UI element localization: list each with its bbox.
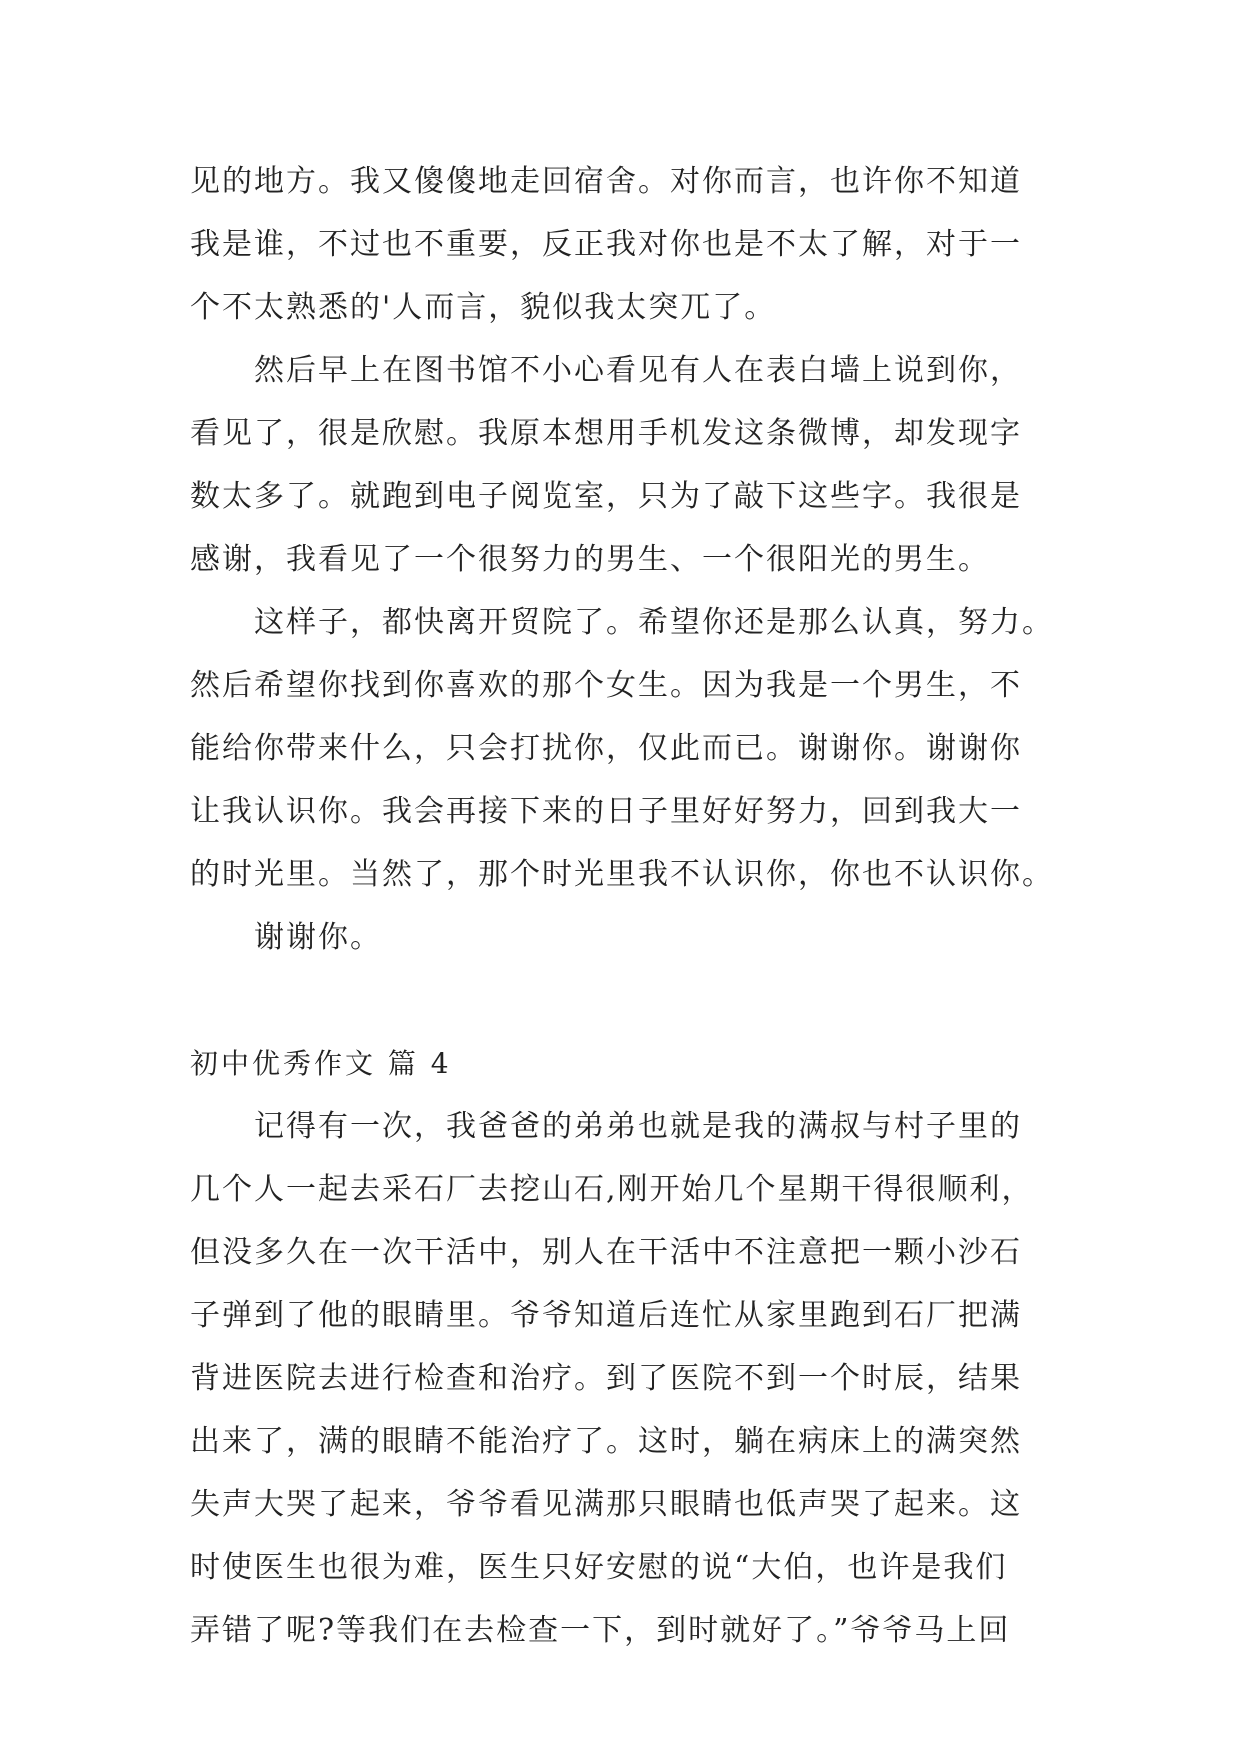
text-line: 出来了，满的眼睛不能治疗了。这时，躺在病床上的满突然 [190, 1424, 1022, 1459]
text-line: 这样子，都快离开贸院了。希望你还是那么认真，努力。 [190, 605, 1054, 640]
text-line: 看见了，很是欣慰。我原本想用手机发这条微博，却发现字 [190, 416, 1022, 451]
text-line: 弄错了呢?等我们在去检查一下，到时就好了。”爷爷马上回 [190, 1613, 1011, 1648]
text-line: 能给你带来什么，只会打扰你，仅此而已。谢谢你。谢谢你 [190, 731, 1022, 766]
text-line: 然后早上在图书馆不小心看见有人在表白墙上说到你， [190, 353, 1022, 388]
section-heading: 初中优秀作文 篇 4 [190, 1047, 452, 1080]
text-line: 失声大哭了起来，爷爷看见满那只眼睛也低声哭了起来。这 [190, 1487, 1022, 1522]
text-line: 见的地方。我又傻傻地走回宿舍。对你而言，也许你不知道 [190, 164, 1022, 199]
text-line: 数太多了。就跑到电子阅览室，只为了敲下这些字。我很是 [190, 479, 1022, 514]
text-line: 然后希望你找到你喜欢的那个女生。因为我是一个男生，不 [190, 668, 1022, 703]
text-line: 背进医院去进行检查和治疗。到了医院不到一个时辰，结果 [190, 1361, 1022, 1396]
text-line: 让我认识你。我会再接下来的日子里好好努力，回到我大一 [190, 794, 1022, 829]
text-line: 时使医生也很为难，医生只好安慰的说“大伯，也许是我们 [190, 1550, 1008, 1585]
text-line: 谢谢你。 [190, 920, 382, 955]
text-line: 子弹到了他的眼睛里。爷爷知道后连忙从家里跑到石厂把满 [190, 1298, 1022, 1333]
text-line: 但没多久在一次干活中，别人在干活中不注意把一颗小沙石 [190, 1235, 1022, 1270]
text-line: 记得有一次，我爸爸的弟弟也就是我的满叔与村子里的 [190, 1109, 1022, 1144]
text-line: 个不太熟悉的'人而言，貌似我太突兀了。 [190, 290, 777, 325]
text-line: 我是谁，不过也不重要，反正我对你也是不太了解，对于一 [190, 227, 1022, 262]
text-line: 几个人一起去采石厂去挖山石,刚开始几个星期干得很顺利， [190, 1172, 1034, 1207]
text-line: 感谢，我看见了一个很努力的男生、一个很阳光的男生。 [190, 542, 990, 577]
text-line: 的时光里。当然了，那个时光里我不认识你，你也不认识你。 [190, 857, 1054, 892]
